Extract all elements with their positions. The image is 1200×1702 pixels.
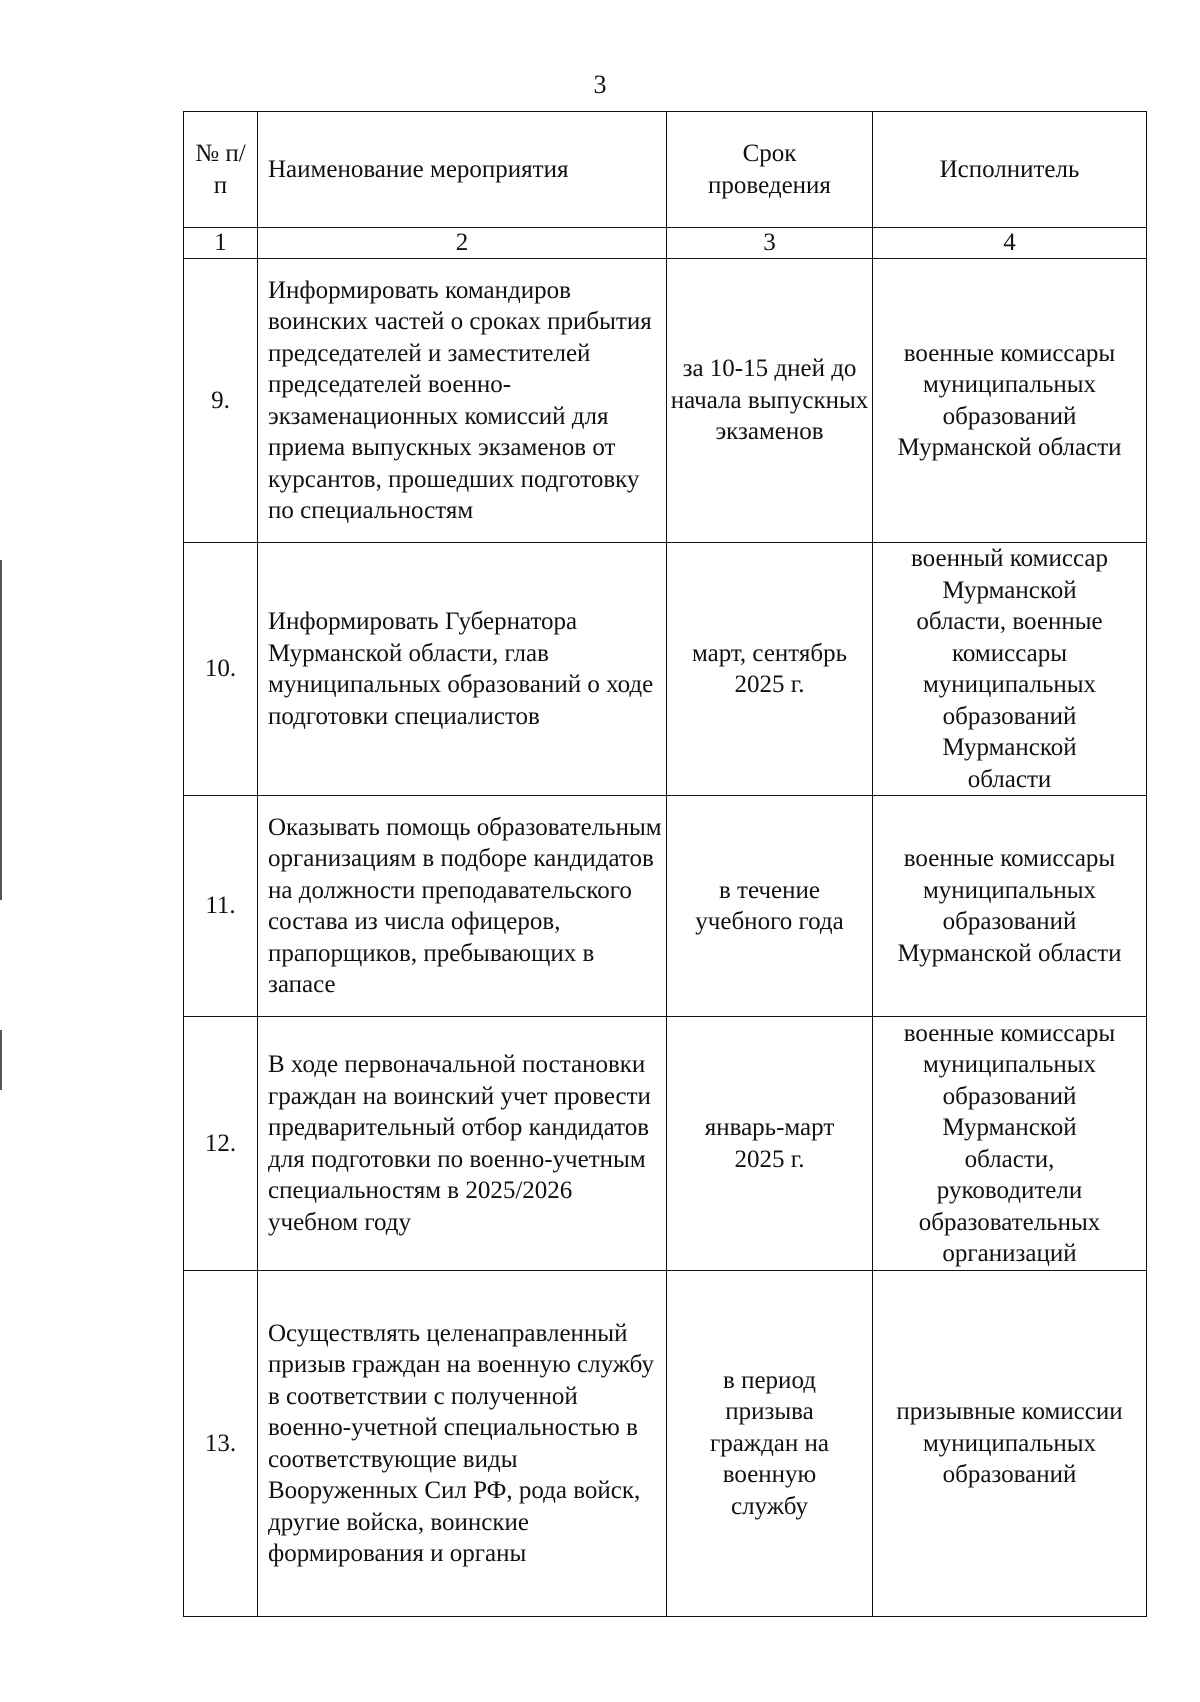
column-index: 2 (258, 228, 667, 259)
page-number: 3 (593, 70, 607, 99)
header-executor: Исполнитель (873, 112, 1147, 228)
table-row (184, 259, 1147, 543)
scan-edge-mark (0, 1030, 2, 1090)
event-name: Информировать Губернатора Мурманской области, глав муниципальных образований о ходе подготовки специалистов (258, 543, 667, 796)
row-number: 13. (184, 1271, 258, 1617)
event-executor: военные комиссары муниципальных образований Мурманской области (873, 259, 1147, 543)
event-term: январь-март 2025 г. (667, 1017, 873, 1271)
row-number: 10. (184, 543, 258, 796)
event-executor: военные комиссары муниципальных образований Мурманской области, руководители образовательных организаций (873, 1017, 1147, 1271)
table-row (184, 543, 1147, 796)
scan-edge-mark (0, 560, 2, 900)
row-number: 11. (184, 796, 258, 1017)
row-number: 9. (184, 259, 258, 543)
table-header-row (184, 112, 1147, 228)
event-name: Осуществлять целенаправленный призыв граждан на военную службу в соответствии с полученной военно-учетной специальностью в соответствующие виды Вооруженных Сил РФ, рода войск, другие войска, воинские формирования и органы (258, 1271, 667, 1617)
event-executor: военные комиссары муниципальных образований Мурманской области (873, 796, 1147, 1017)
column-index: 1 (184, 228, 258, 259)
table-row (184, 796, 1147, 1017)
header-num: № п/п (184, 112, 258, 228)
event-executor: призывные комиссии муниципальных образований (873, 1271, 1147, 1617)
event-term: в период призыва граждан на военную службу (667, 1271, 873, 1617)
event-name: В ходе первоначальной постановки граждан на воинский учет провести предварительный отбор кандидатов для подготовки по военно-учетным специальностям в 2025/2026 учебном году (258, 1017, 667, 1271)
event-term: март, сентябрь 2025 г. (667, 543, 873, 796)
column-index: 4 (873, 228, 1147, 259)
event-executor: военный комиссар Мурманской области, военные комиссары муниципальных образований Мурманской области (873, 543, 1147, 796)
event-name: Информировать командиров воинских частей о сроках прибытия председателей и заместителей председателей военно-экзаменационных комиссий для приема выпускных экзаменов от курсантов, прошедших подготовку по специальностям (258, 259, 667, 543)
header-name: Наименование мероприятия (258, 112, 667, 228)
column-index-row (184, 228, 1147, 259)
event-term: в течение учебного года (667, 796, 873, 1017)
header-term: Срок проведения (667, 112, 873, 228)
event-name: Оказывать помощь образовательным организациям в подборе кандидатов на должности преподавательского состава из числа офицеров, прапорщиков, пребывающих в запасе (258, 796, 667, 1017)
events-table (183, 111, 1147, 1617)
event-term: за 10-15 дней до начала выпускных экзаменов (667, 259, 873, 543)
column-index: 3 (667, 228, 873, 259)
table-row (184, 1271, 1147, 1617)
table-row (184, 1017, 1147, 1271)
row-number: 12. (184, 1017, 258, 1271)
